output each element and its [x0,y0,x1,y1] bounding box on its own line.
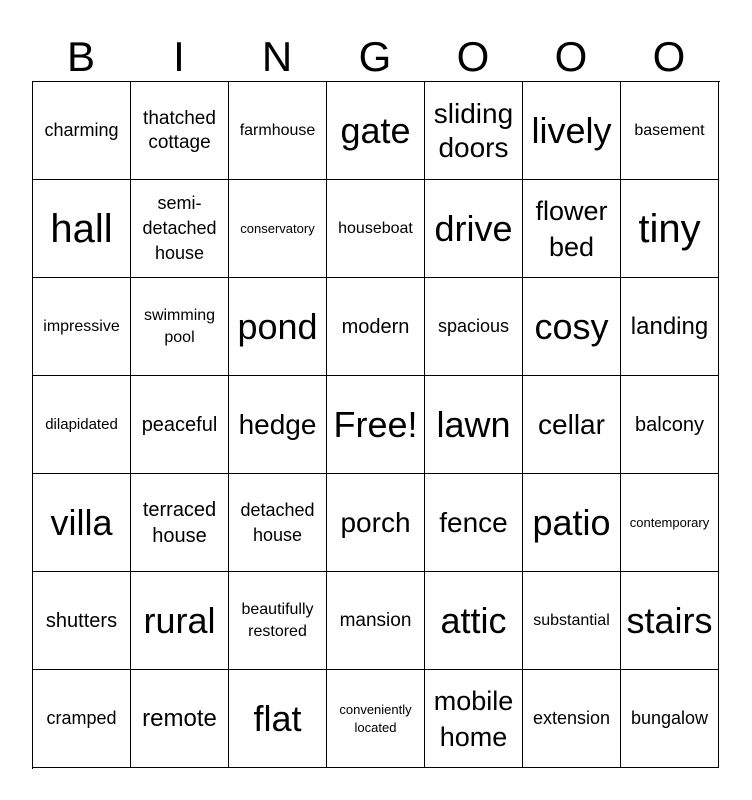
bingo-cell[interactable] [327,474,425,572]
bingo-cell[interactable] [523,82,621,180]
cell-text: modern [341,315,410,338]
cell-text: farmhouse [239,121,316,139]
cell-text: charming [44,120,119,140]
bingo-cell[interactable] [327,572,425,670]
bingo-cell[interactable] [131,572,229,670]
cell-text: remote [142,704,217,732]
bingo-cell[interactable] [229,82,327,180]
cell-text: pond [237,305,318,347]
bingo-cell[interactable] [327,376,425,474]
bingo-cell[interactable] [425,670,523,768]
cell-text: conveniently located [339,701,412,735]
cell-text: lawn [436,403,511,445]
cell-text: cellar [538,408,605,440]
cell-text: houseboat [338,219,413,237]
bingo-cell[interactable] [327,670,425,768]
cell-text: contemporary [629,514,710,530]
cell-text: substantial [533,611,610,629]
bingo-cell[interactable] [425,278,523,376]
bingo-cell[interactable] [229,670,327,768]
cell-text: gate [340,109,411,151]
cell-text: cosy [534,305,609,347]
bingo-cell[interactable] [425,474,523,572]
cell-text: hall [50,206,113,251]
bingo-cell[interactable] [425,376,523,474]
header-letter: B [66,33,95,80]
bingo-cell[interactable] [523,474,621,572]
cell-text: rural [143,599,216,641]
bingo-cell[interactable] [621,180,719,278]
bingo-board [32,81,720,769]
cell-text: cramped [46,708,117,728]
bingo-cell[interactable] [131,376,229,474]
bingo-cell[interactable] [523,278,621,376]
bingo-cell[interactable] [621,572,719,670]
bingo-cell[interactable] [229,376,327,474]
cell-text: sliding doors [433,97,514,163]
bingo-cell[interactable] [33,180,131,278]
bingo-cell[interactable] [327,180,425,278]
header-letter: O [456,33,490,80]
bingo-cell[interactable] [621,670,719,768]
bingo-cell[interactable] [425,572,523,670]
cell-text: detached house [240,499,315,545]
cell-text: balcony [635,413,704,436]
bingo-cell[interactable] [327,278,425,376]
bingo-cell[interactable] [523,670,621,768]
cell-text: patio [532,501,611,543]
bingo-cell[interactable] [229,180,327,278]
cell-text: flat [253,697,302,739]
header-letter: I [173,33,185,80]
bingo-cell[interactable] [621,278,719,376]
cell-text: landing [630,312,709,340]
cell-text: spacious [437,316,510,336]
cell-text: bungalow [630,708,709,728]
cell-text: tiny [638,206,701,251]
cell-text: conservatory [240,220,315,236]
bingo-cell[interactable] [425,82,523,180]
cell-text: mansion [339,609,412,631]
bingo-cell[interactable] [33,82,131,180]
header-letter: O [652,33,686,80]
cell-text: terraced house [142,498,217,547]
bingo-cell[interactable] [229,572,327,670]
bingo-cell[interactable] [523,180,621,278]
cell-text: stairs [626,599,713,641]
cell-text: villa [50,501,113,543]
bingo-cell[interactable] [327,82,425,180]
bingo-cell[interactable] [621,376,719,474]
bingo-cell[interactable] [131,474,229,572]
bingo-header [32,34,718,80]
bingo-cell[interactable] [131,82,229,180]
cell-text: drive [434,207,513,249]
cell-text: hedge [238,408,317,440]
cell-text: swimming pool [143,306,216,346]
bingo-cell[interactable] [33,474,131,572]
cell-text: fence [439,506,508,538]
bingo-cell[interactable] [229,278,327,376]
bingo-cell[interactable] [33,572,131,670]
cell-text: extension [532,708,611,728]
bingo-cell[interactable] [33,278,131,376]
cell-text: Free! [333,403,418,445]
bingo-cell[interactable] [621,82,719,180]
bingo-cell[interactable] [523,376,621,474]
cell-text: beautifully restored [241,600,314,640]
bingo-cell[interactable] [523,572,621,670]
cell-text: peaceful [141,413,218,436]
cell-text: flower bed [535,195,608,262]
header-letter: G [358,33,392,80]
bingo-cell[interactable] [131,278,229,376]
cell-text: lively [531,109,612,151]
cell-text: mobile home [433,685,514,752]
bingo-cell[interactable] [33,670,131,768]
bingo-cell[interactable] [425,180,523,278]
cell-text: basement [634,121,705,139]
bingo-cell[interactable] [33,376,131,474]
header-letter: N [261,33,293,80]
cell-text: shutters [45,609,118,632]
cell-text: impressive [43,317,120,335]
header-letter: O [554,33,588,80]
cell-text: thatched cottage [143,107,216,153]
cell-text: semi-detached house [142,193,217,263]
bingo-cell[interactable] [131,180,229,278]
cell-text: attic [440,599,507,641]
cell-text: dilapidated [45,415,118,433]
bingo-cell[interactable] [229,474,327,572]
cell-text: porch [340,506,411,538]
bingo-cell[interactable] [131,670,229,768]
bingo-cell[interactable] [621,474,719,572]
